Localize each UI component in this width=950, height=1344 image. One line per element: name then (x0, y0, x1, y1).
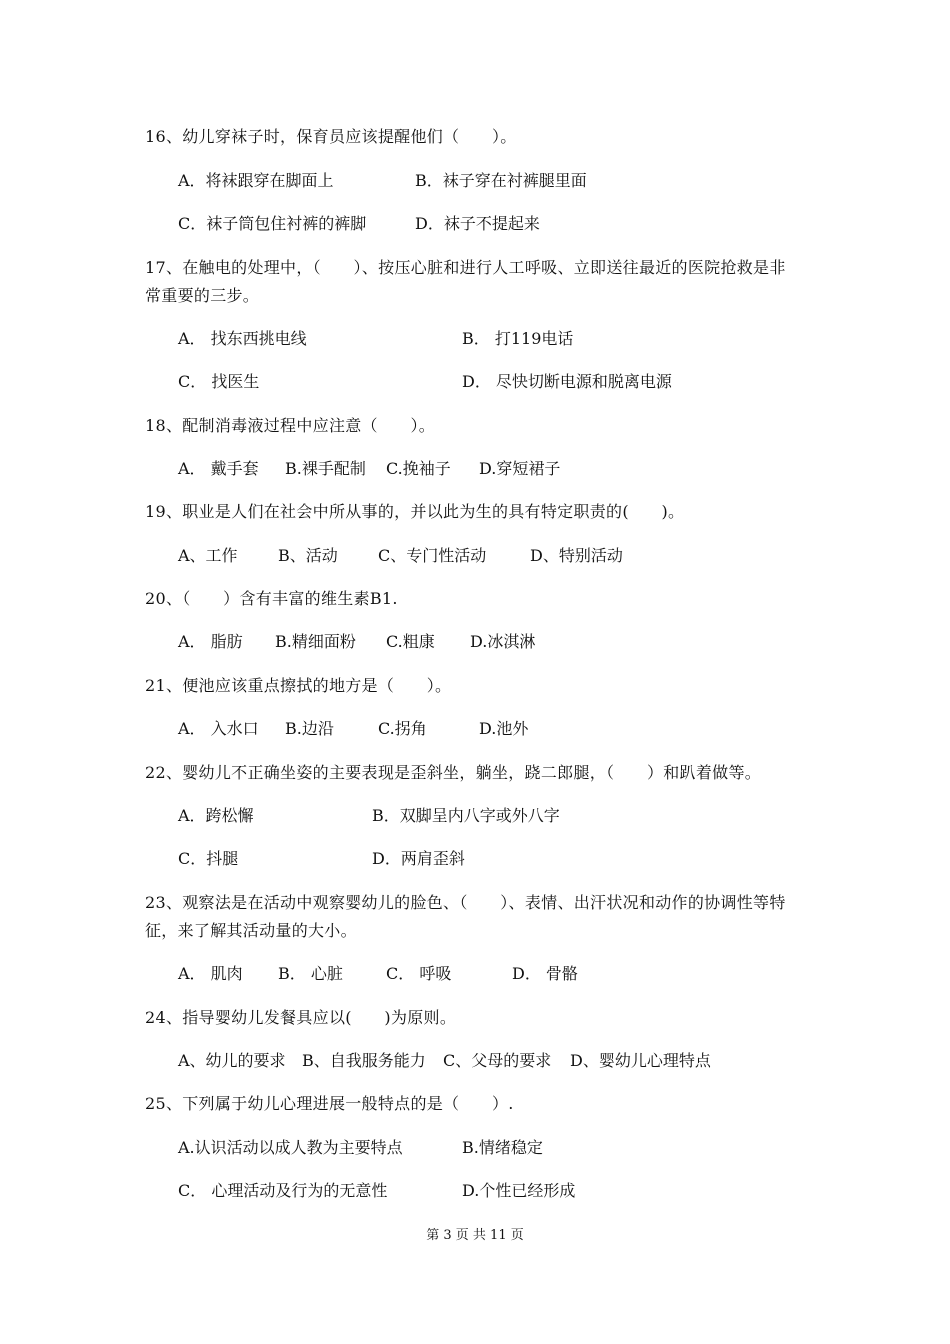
question-19-stem: 19、职业是人们在社会中所从事的，并以此为生的具有特定职责的( )。 (145, 502, 685, 521)
question-20-option-c: C.粗康 (386, 632, 435, 651)
question-18-stem: 18、配制消毒液过程中应注意（ ）。 (145, 416, 436, 435)
question-22-option-a: A．跨松懈 (178, 806, 254, 825)
question-24-option-c: C、父母的要求 (443, 1051, 552, 1070)
question-17-option-a: A． 找东西挑电线 (178, 329, 307, 348)
question-23-option-c: C． 呼吸 (386, 964, 452, 983)
question-19-option-a: A、工作 (178, 546, 238, 565)
question-21-option-a: A． 入水口 (178, 719, 259, 738)
question-17-option-d: D． 尽快切断电源和脱离电源 (462, 372, 672, 391)
question-24-option-d: D、婴幼儿心理特点 (570, 1051, 711, 1070)
question-23-stem-line-1: 23、观察法是在活动中观察婴幼儿的脸色、（ ）、表情、出汗状况和动作的协调性等特 (145, 893, 786, 912)
question-20-option-d: D.冰淇淋 (470, 632, 536, 651)
question-21-option-d: D.池外 (479, 719, 529, 738)
question-23-option-a: A． 肌肉 (178, 964, 243, 983)
question-25-stem: 25、下列属于幼儿心理进展一般特点的是（ ）. (145, 1094, 514, 1113)
question-21-stem: 21、便池应该重点擦拭的地方是（ ）。 (145, 676, 452, 695)
question-16-stem: 16、幼儿穿袜子时，保育员应该提醒他们（ ）。 (145, 127, 517, 146)
question-22-option-c: C．抖腿 (178, 849, 239, 868)
question-22-option-d: D．两肩歪斜 (372, 849, 465, 868)
question-19-option-b: B、活动 (278, 546, 338, 565)
question-18-option-d: D.穿短裙子 (479, 459, 561, 478)
question-17-stem-line-2: 常重要的三步。 (145, 286, 260, 305)
question-17-stem-line-1: 17、在触电的处理中，（ ）、按压心脏和进行人工呼吸、立即送往最近的医院抢救是非 (145, 258, 786, 277)
question-23-option-b: B． 心脏 (278, 964, 343, 983)
question-21-option-b: B.边沿 (285, 719, 334, 738)
page-footer: 第 3 页 共 11 页 (426, 1228, 524, 1243)
question-23-stem-line-2: 征，来了解其活动量的大小。 (145, 921, 357, 940)
question-20-option-a: A． 脂肪 (178, 632, 243, 651)
question-18-option-b: B.裸手配制 (285, 459, 366, 478)
question-23-option-d: D． 骨骼 (512, 964, 578, 983)
question-17-option-c: C． 找医生 (178, 372, 260, 391)
question-25-option-b: B.情绪稳定 (462, 1138, 543, 1157)
question-19-option-c: C、专门性活动 (378, 546, 487, 565)
question-20-option-b: B.精细面粉 (275, 632, 356, 651)
question-22-option-b: B．双脚呈内八字或外八字 (372, 806, 560, 825)
question-25-option-d: D.个性已经形成 (462, 1181, 576, 1200)
question-20-stem: 20、（ ）含有丰富的维生素B1. (145, 589, 398, 608)
question-16-option-b: B．袜子穿在衬裤腿里面 (415, 171, 587, 190)
question-22-stem: 22、婴幼儿不正确坐姿的主要表现是歪斜坐，躺坐，跷二郎腿，（ ）和趴着做等。 (145, 763, 762, 782)
question-24-option-b: B、自我服务能力 (302, 1051, 426, 1070)
question-21-option-c: C.拐角 (378, 719, 427, 738)
question-18-option-a: A． 戴手套 (178, 459, 259, 478)
question-16-option-d: D．袜子不提起来 (415, 214, 540, 233)
question-24-option-a: A、幼儿的要求 (178, 1051, 286, 1070)
question-16-option-c: C．袜子筒包住衬裤的裤脚 (178, 214, 367, 233)
question-25-option-a: A.认识活动以成人教为主要特点 (178, 1138, 403, 1157)
question-25-option-c: C． 心理活动及行为的无意性 (178, 1181, 388, 1200)
question-19-option-d: D、特别活动 (530, 546, 623, 565)
question-18-option-c: C.挽袖子 (386, 459, 451, 478)
question-17-option-b: B． 打119电话 (462, 329, 574, 348)
question-16-option-a: A．将袜跟穿在脚面上 (178, 171, 334, 190)
question-24-stem: 24、指导婴幼儿发餐具应以( )为原则。 (145, 1008, 457, 1027)
